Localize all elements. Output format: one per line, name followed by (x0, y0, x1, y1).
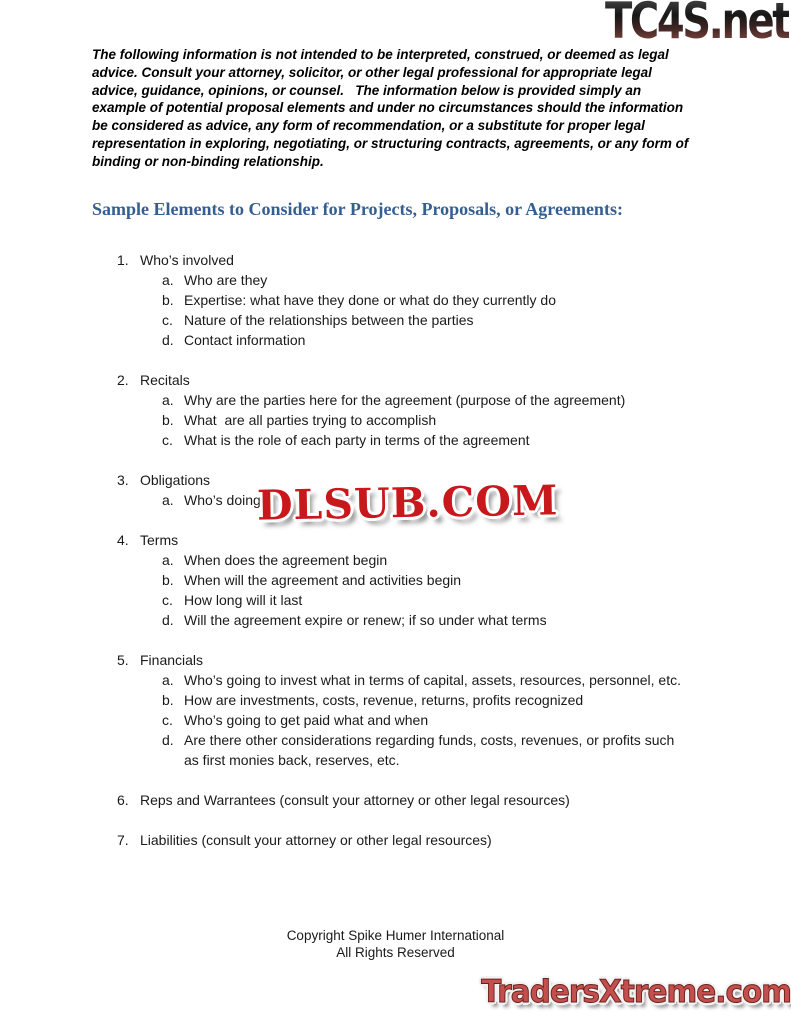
subitem-letter: a. (162, 392, 174, 408)
section-title: Reps and Warrantees (consult your attorney or other legal resources) (140, 792, 570, 808)
list-subitem (117, 430, 692, 450)
list-subitem (117, 710, 692, 730)
subitem-letter: a. (162, 272, 174, 288)
outline-list (117, 250, 692, 870)
subitem-letter: b. (162, 692, 174, 708)
copyright-line: Copyright Spike Humer International (286, 928, 505, 943)
section-title: Terms (140, 532, 179, 548)
list-subitem (117, 410, 692, 430)
subitem-text: Expertise: what have they done or what do they currently do (184, 292, 556, 308)
list-section (117, 250, 692, 350)
list-subitem (117, 390, 692, 410)
subitem-text: How long will it last (184, 592, 303, 608)
footer (0, 928, 791, 961)
list-section (117, 790, 692, 810)
subitem-letter: d. (162, 332, 174, 348)
list-subitem (117, 310, 692, 330)
list-subitem (117, 550, 692, 570)
legal-disclaimer-paragraph: The following information is not intended to be interpreted, construed, or deemed as legal advice. Consult your attorney, solicitor, or other legal professional for appropriate legal advice, guidance, opinions, or counsel. The information below is provided simply an example of potential proposal elements and under no circumstances should the information be considered as advice, any form of recommendation, or a substitute for proper legal representation in exploring, negotiating, or structuring contracts, agreements, or any form of binding or non-binding relationship. (92, 47, 693, 169)
list-section (117, 370, 692, 450)
list-subitem (117, 730, 692, 770)
subitem-letter: a. (162, 552, 174, 568)
section-title: Financials (140, 652, 204, 668)
list-section (117, 530, 692, 630)
subitem-text: Who’s going to get paid what and when (184, 712, 429, 728)
section-number: 2. (117, 372, 129, 388)
subitem-text: When does the agreement begin (184, 552, 388, 568)
subitem-letter: b. (162, 572, 174, 588)
section-number: 3. (117, 472, 129, 488)
subitem-letter: b. (162, 412, 174, 428)
section-heading (117, 370, 692, 390)
list-subitem (117, 670, 692, 690)
section-title: Recitals (140, 372, 190, 388)
subitem-text: Are there other considerations regarding funds, costs, revenues, or profits such as first monies back, reserves, etc. (184, 732, 679, 768)
list-subitem (117, 290, 692, 310)
section-title: Liabilities (consult your attorney or other legal resources) (140, 832, 492, 848)
section-number: 6. (117, 792, 129, 808)
subitem-letter: a. (162, 492, 174, 508)
subitem-text: When will the agreement and activities begin (184, 572, 462, 588)
section-heading (117, 250, 692, 270)
section-heading (117, 650, 692, 670)
subitem-letter: c. (162, 712, 173, 728)
tradersxtreme-watermark: TradersXtreme.com (481, 974, 791, 1010)
list-subitem (117, 570, 692, 590)
section-number: 1. (117, 252, 129, 268)
section-title: Obligations (140, 472, 211, 488)
section-number: 7. (117, 832, 129, 848)
subitem-letter: d. (162, 612, 174, 628)
subitem-text: What is the role of each party in terms of the agreement (184, 432, 530, 448)
page-title: Sample Elements to Consider for Projects, Proposals, or Agreements: (92, 199, 623, 219)
section-number: 5. (117, 652, 129, 668)
subitem-text: Will the agreement expire or renew; if so under what terms (184, 612, 547, 628)
list-subitem (117, 590, 692, 610)
list-section (117, 650, 692, 770)
subitem-letter: c. (162, 312, 173, 328)
subitem-letter: c. (162, 592, 173, 608)
section-number: 4. (117, 532, 129, 548)
subitem-text: Who are they (184, 272, 268, 288)
subitem-letter: c. (162, 432, 173, 448)
section-heading (117, 830, 692, 850)
section-heading (117, 790, 692, 810)
tc4s-watermark: TC4S.net (605, 0, 789, 46)
subitem-text: How are investments, costs, revenue, returns, profits recognized (184, 692, 584, 708)
subitem-text: Contact information (184, 332, 306, 348)
subitem-letter: b. (162, 292, 174, 308)
list-subitem (117, 690, 692, 710)
subitem-letter: d. (162, 732, 174, 748)
list-subitem (117, 610, 692, 630)
list-subitem (117, 270, 692, 290)
dlsub-watermark: DLSUB.COM (256, 476, 559, 530)
subitem-text: What are all parties trying to accomplish (184, 412, 437, 428)
section-heading (117, 530, 692, 550)
rights-line: All Rights Reserved (336, 944, 455, 960)
subitem-text: Who’s doing (184, 492, 261, 508)
list-subitem (117, 330, 692, 350)
section-title: Who’s involved (140, 252, 234, 268)
subitem-text: Nature of the relationships between the parties (184, 312, 474, 328)
subitem-letter: a. (162, 672, 174, 688)
list-section (117, 830, 692, 850)
subitem-text: Who’s going to invest what in terms of capital, assets, resources, personnel, etc. (184, 672, 681, 688)
subitem-text: Why are the parties here for the agreement (purpose of the agreement) (184, 392, 626, 408)
